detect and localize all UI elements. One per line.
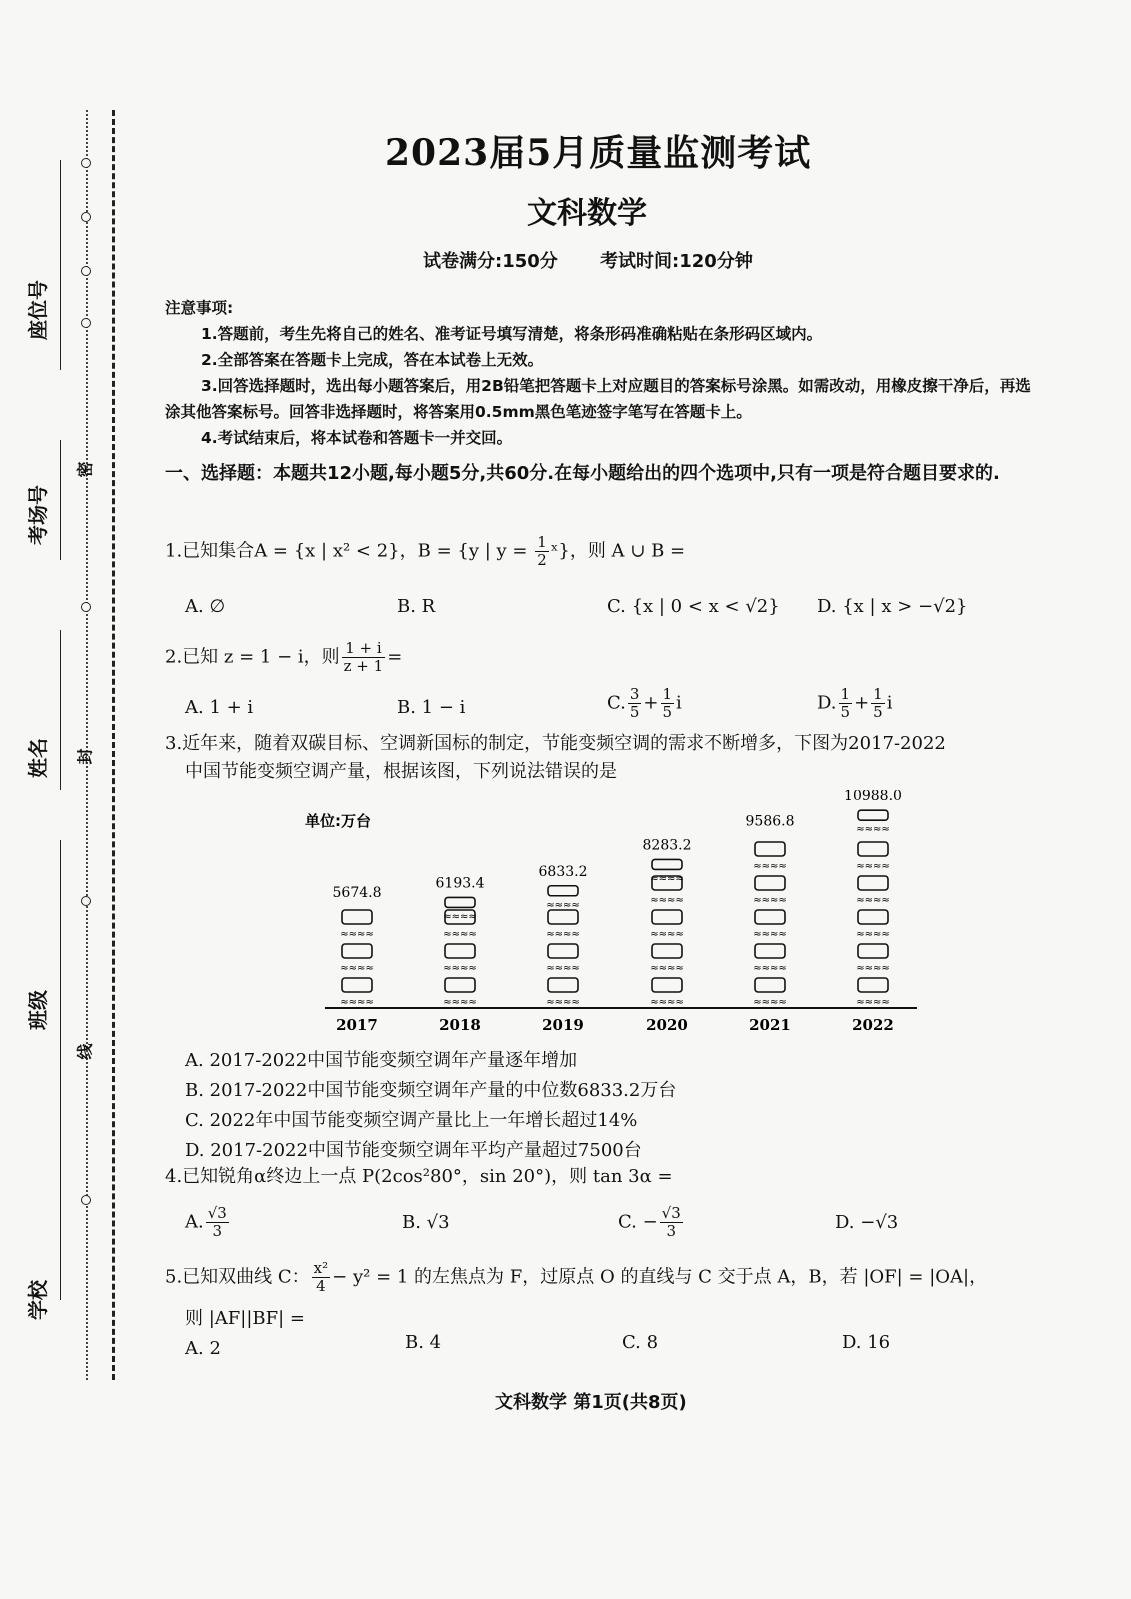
question-3 xyxy=(165,730,1045,786)
bar-2019 xyxy=(546,886,580,1008)
bar-2017 xyxy=(340,910,374,1008)
ac-icon xyxy=(548,978,578,992)
question-2: 2.已知 z = 1 − i，则 $\frac{1 + i}{z + 1}$ = xyxy=(165,639,403,675)
ac-icon xyxy=(755,842,785,856)
ac-icon xyxy=(342,944,372,958)
binding-hole xyxy=(81,266,91,276)
q5-stem-cont: − y² = 1 的左焦点为 F，过原点 O 的直线与 C 交于点 A，B，若 |OF| = |OA|， xyxy=(332,1266,988,1288)
binding-hole xyxy=(81,318,91,328)
class-label: 班级 xyxy=(26,990,50,1030)
value-label-2021: 9586.8 xyxy=(745,813,795,830)
bar-chart-svg xyxy=(305,790,925,1050)
airflow-glyph: ≈≈≈≈ xyxy=(856,824,890,836)
q1-stem: 1.已知集合 xyxy=(165,540,255,562)
exam-room-blank[interactable] xyxy=(60,440,61,560)
airflow-glyph: ≈≈≈≈ xyxy=(650,929,684,940)
airflow-glyph: ≈≈≈≈ xyxy=(443,997,477,1008)
ac-icon xyxy=(548,886,578,896)
binding-hole xyxy=(81,212,91,222)
category-label-2019: 2019 xyxy=(542,1016,584,1034)
cut-line-inner xyxy=(86,110,88,1380)
question-1 xyxy=(165,534,1045,569)
section-heading: 一、选择题：本题共12小题,每小题5分,共60分.在每小题给出的四个选项中,只有一项是符合题目要求的. xyxy=(165,463,1000,484)
category-label-2021: 2021 xyxy=(749,1016,791,1034)
cut-line-outer xyxy=(112,110,115,1380)
bar-2021 xyxy=(753,842,787,1008)
binding-hole xyxy=(81,1195,91,1205)
seal-char-mi: 密 xyxy=(75,461,95,478)
airflow-glyph: ≈≈≈≈ xyxy=(443,963,477,974)
ac-icon xyxy=(342,978,372,992)
q3-option-b[interactable]: B. 2017-2022中国节能变频空调年产量的中位数6833.2万台 xyxy=(185,1080,677,1101)
category-label-2022: 2022 xyxy=(852,1016,894,1034)
airflow-glyph: ≈≈≈≈ xyxy=(753,963,787,974)
q5-option-c[interactable]: C. 8 xyxy=(622,1332,659,1353)
q4-option-b[interactable]: B. √3 xyxy=(402,1212,450,1233)
bar-2022 xyxy=(856,810,890,1008)
ac-icon xyxy=(858,910,888,924)
ac-icon xyxy=(755,910,785,924)
airflow-glyph: ≈≈≈≈ xyxy=(340,997,374,1008)
question-5 xyxy=(165,1260,1045,1295)
value-label-2018: 6193.4 xyxy=(435,875,485,892)
airflow-glyph: ≈≈≈≈ xyxy=(856,997,890,1008)
name-label: 姓名 xyxy=(26,738,50,778)
production-chart xyxy=(305,790,925,1050)
q3-stem-line1: 3.近年来，随着双碳目标、空调新国标的制定，节能变频空调的需求不断增多，下图为2017-2022 xyxy=(165,733,946,754)
airflow-glyph: ≈≈≈≈ xyxy=(753,929,787,940)
q1-set-a: A = {x | x² < 2} xyxy=(254,540,400,562)
ac-icon xyxy=(652,910,682,924)
question-5-line2: 则 |AF||BF| = xyxy=(185,1308,305,1329)
binding-hole xyxy=(81,158,91,168)
airflow-glyph: ≈≈≈≈ xyxy=(650,873,684,885)
q1-fraction: $\frac{1}{2}$ xyxy=(537,533,547,569)
ac-icon xyxy=(755,944,785,958)
airflow-glyph: ≈≈≈≈ xyxy=(856,895,890,906)
q2-option-b[interactable]: B. 1 − i xyxy=(397,697,466,718)
q2-stem: 2.已知 z = 1 − i，则 xyxy=(165,646,340,668)
exam-room-label: 考场号 xyxy=(26,485,50,545)
airflow-glyph: ≈≈≈≈ xyxy=(546,963,580,974)
ac-icon xyxy=(652,944,682,958)
instruction-item: 3.回答选择题时，选出每小题答案后，用2B铅笔把答题卡上对应题目的答案标号涂黑。如需改动，用橡皮擦干净后，再选涂其他答案标号。回答非选择题时，将答案用0.5mm黑色笔迹签字笔写在答题卡上。 xyxy=(165,377,1031,421)
exam-subject: 文科数学 xyxy=(527,196,647,231)
ac-icon xyxy=(445,944,475,958)
ac-icon xyxy=(858,842,888,856)
seal-char-xian: 线 xyxy=(75,1043,95,1060)
q1-set-b: ，B = {y | y = xyxy=(399,540,534,562)
category-label-2017: 2017 xyxy=(336,1016,378,1034)
airflow-glyph: ≈≈≈≈ xyxy=(546,899,580,911)
category-label-2018: 2018 xyxy=(439,1016,481,1034)
ac-icon xyxy=(445,978,475,992)
instruction-item: 4.考试结束后，将本试卷和答题卡一并交回。 xyxy=(201,429,513,447)
q5-stem: 5.已知双曲线 C： xyxy=(165,1266,310,1288)
ac-icon xyxy=(445,897,475,907)
q2-option-c[interactable]: C. $\frac{3}{5}$ + $\frac{1}{5}$ i xyxy=(607,685,682,721)
q1-option-c[interactable]: C. {x | 0 < x < √2} xyxy=(607,596,780,617)
q5-option-a[interactable]: A. 2 xyxy=(185,1338,221,1359)
q1-option-d[interactable]: D. {x | x > −√2} xyxy=(817,596,968,617)
q2-option-d[interactable]: D. $\frac{1}{5}$ + $\frac{1}{5}$ i xyxy=(817,685,893,721)
instructions-heading: 注意事项: xyxy=(165,299,234,317)
value-label-2022: 10988.0 xyxy=(844,790,902,805)
ac-icon xyxy=(548,910,578,924)
q1-option-a[interactable]: A. ∅ xyxy=(185,596,226,617)
q3-option-c[interactable]: C. 2022年中国节能变频空调产量比上一年增长超过14% xyxy=(185,1110,638,1131)
binding-hole xyxy=(81,896,91,906)
airflow-glyph: ≈≈≈≈ xyxy=(340,929,374,940)
ac-icon xyxy=(858,810,888,820)
airflow-glyph: ≈≈≈≈ xyxy=(443,911,477,923)
q4-option-d[interactable]: D. −√3 xyxy=(835,1212,899,1233)
school-label: 学校 xyxy=(26,1280,50,1320)
bar-2020 xyxy=(650,859,684,1008)
school-blank[interactable] xyxy=(60,1060,61,1300)
ac-icon xyxy=(755,876,785,890)
bar-2018 xyxy=(443,897,477,1008)
full-score: 试卷满分:150分 xyxy=(423,251,558,272)
exam-title: 2023届5月质量监测考试 xyxy=(385,132,812,174)
airflow-glyph: ≈≈≈≈ xyxy=(650,997,684,1008)
q2-fraction: $\frac{1 + i}{z + 1}$ xyxy=(343,639,384,675)
binding-margin xyxy=(0,0,140,1599)
airflow-glyph: ≈≈≈≈ xyxy=(546,929,580,940)
airflow-glyph: ≈≈≈≈ xyxy=(753,997,787,1008)
category-label-2020: 2020 xyxy=(646,1016,688,1034)
q3-option-d[interactable]: D. 2017-2022中国节能变频空调年平均产量超过7500台 xyxy=(185,1140,642,1161)
q3-option-a[interactable]: A. 2017-2022中国节能变频空调年产量逐年增加 xyxy=(185,1050,578,1071)
binding-hole xyxy=(81,602,91,612)
airflow-glyph: ≈≈≈≈ xyxy=(443,929,477,940)
q5-option-d[interactable]: D. 16 xyxy=(842,1332,891,1353)
ac-icon xyxy=(858,978,888,992)
q5-option-b[interactable]: B. 4 xyxy=(405,1332,442,1353)
ac-icon xyxy=(652,978,682,992)
ac-icon xyxy=(858,944,888,958)
airflow-glyph: ≈≈≈≈ xyxy=(650,963,684,974)
ac-icon xyxy=(652,859,682,869)
airflow-glyph: ≈≈≈≈ xyxy=(753,895,787,906)
value-label-2020: 8283.2 xyxy=(642,837,692,854)
ac-icon xyxy=(858,876,888,890)
class-blank[interactable] xyxy=(60,840,61,1060)
page-footer: 文科数学 第1页(共8页) xyxy=(495,1392,687,1413)
seat-number-blank[interactable] xyxy=(60,160,61,370)
airflow-glyph: ≈≈≈≈ xyxy=(340,963,374,974)
ac-icon xyxy=(755,978,785,992)
airflow-glyph: ≈≈≈≈ xyxy=(856,861,890,872)
airflow-glyph: ≈≈≈≈ xyxy=(753,861,787,872)
q2-option-a[interactable]: A. 1 + i xyxy=(185,697,254,718)
value-label-2019: 6833.2 xyxy=(538,863,588,880)
instruction-item: 1.答题前，考生先将自己的姓名、准考证号填写清楚，将条形码准确粘贴在条形码区域内。 xyxy=(201,325,823,343)
airflow-glyph: ≈≈≈≈ xyxy=(650,895,684,906)
seal-char-feng: 封 xyxy=(75,748,95,765)
value-label-2017: 5674.8 xyxy=(332,884,382,901)
airflow-glyph: ≈≈≈≈ xyxy=(856,929,890,940)
seat-number-label: 座位号 xyxy=(26,280,50,340)
exam-meta xyxy=(423,247,789,273)
q1-option-b[interactable]: B. R xyxy=(397,596,436,617)
q3-stem-line2: 中国节能变频空调产量，根据该图，下列说法错误的是 xyxy=(185,761,617,782)
q4-option-a[interactable]: A. $\frac{√3}{3}$ xyxy=(185,1204,227,1240)
q5-fraction: $\frac{\text{x²}}{4}$ xyxy=(313,1259,329,1295)
q1-set-b-end: ˣ}，则 A ∪ B = xyxy=(550,540,686,562)
q4-option-c[interactable]: C. − $\frac{√3}{3}$ xyxy=(618,1204,681,1240)
name-blank[interactable] xyxy=(60,630,61,790)
ac-icon xyxy=(342,910,372,924)
ac-icon xyxy=(548,944,578,958)
airflow-glyph: ≈≈≈≈ xyxy=(546,997,580,1008)
exam-time: 考试时间:120分钟 xyxy=(600,251,753,272)
airflow-glyph: ≈≈≈≈ xyxy=(856,963,890,974)
chart-unit-label: 单位:万台 xyxy=(305,812,371,830)
instruction-item: 2.全部答案在答题卡上完成，答在本试卷上无效。 xyxy=(201,351,544,369)
instructions xyxy=(165,295,1035,451)
question-4: 4.已知锐角α终边上一点 P(2cos²80°，sin 20°)，则 tan 3α = xyxy=(165,1166,673,1187)
